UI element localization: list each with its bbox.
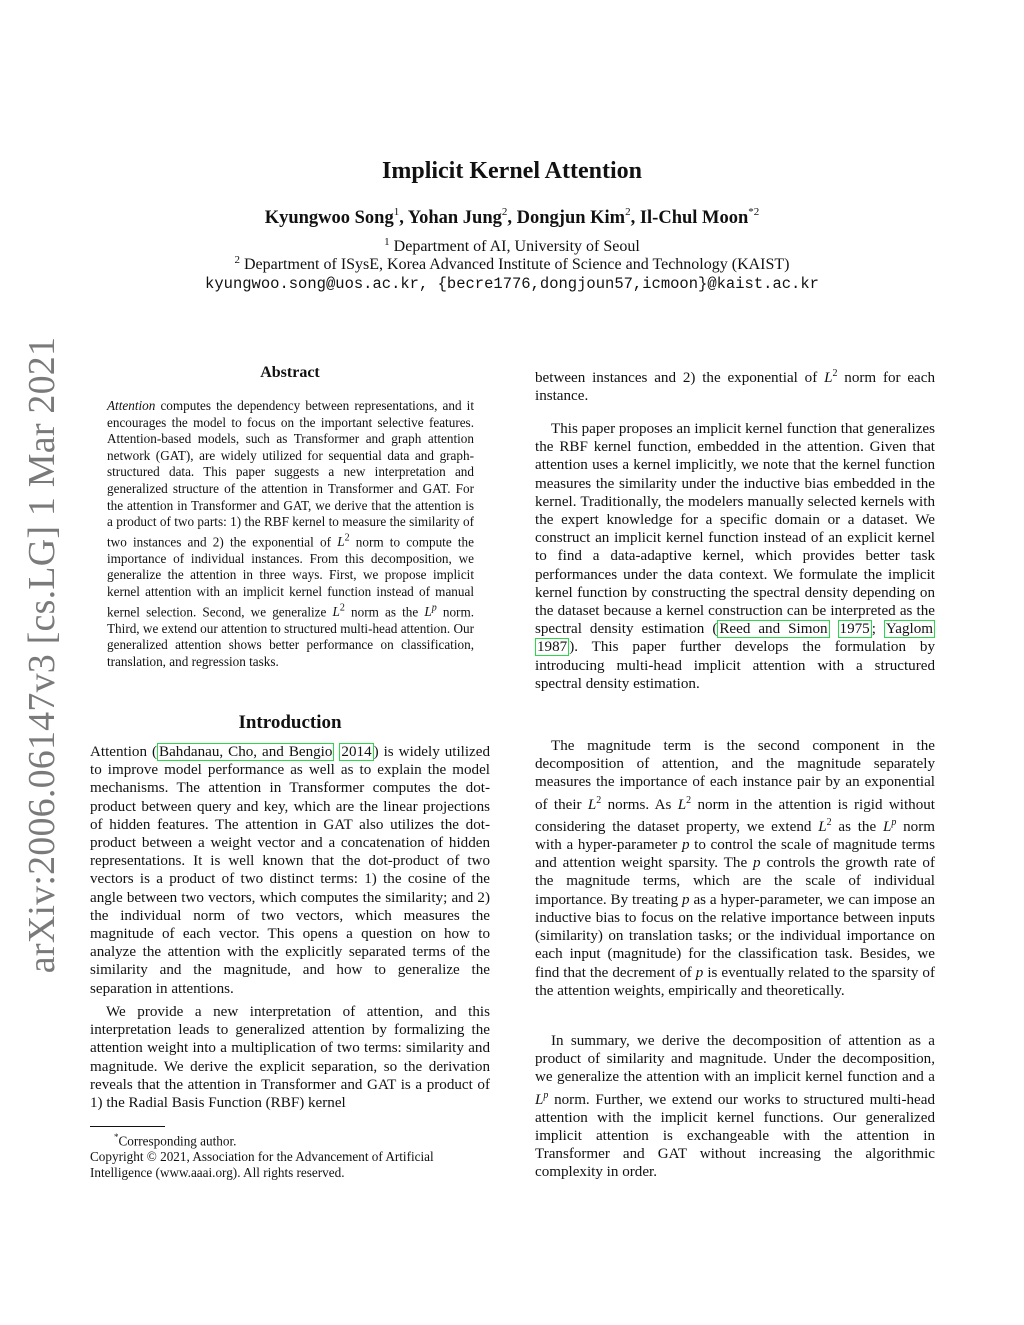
abstract-heading: Abstract	[260, 364, 320, 381]
body-paragraph: In summary, we derive the decomposition of attention as a product of similarity and magnitude. Under the decomposition, we generalize the attention with an implicit kernel function and a $L^p$ norm. Further, we extend our works to structured multi-head attention with the implicit kernel functions. Our generalized implicit attention is exchangeable with the attention in Transformer and GAT without increasing the algorithmic complexity in order.	[535, 1033, 935, 1181]
author-name: Yohan Jung	[407, 208, 502, 228]
author-affiliation-mark: 2	[501, 206, 508, 218]
author-affiliation-mark: 1	[393, 206, 400, 218]
body-paragraph: The magnitude term is the second component in the decomposition of attention, and the magnitude separately measures the importance of each instance pair by an exponential of their $L^2$ norms. As $L^2$ norm in the attention is rigid without considering the dataset property, we extend $L^2$ as the $L^p$ norm with a hyper-parameter p to control the scale of magnitude terms and attention weight sparsity. The p controls the growth rate of the magnitude terms, which are the scale of individual importance. By treating p as a hyper-parameter, we can impose an inductive bias to focus on the relative importance between inputs (similarity) on translation tasks; or the individual importance on each input (magnitude) for the classification task. Besides, we find that the decrement of p is eventually related to the sparsity of the attention weights, empirically and theoretically.	[535, 738, 936, 999]
math-p: p	[695, 964, 704, 981]
math-l2: $L^2$	[824, 368, 838, 387]
intro-paragraph: We provide a new interpretation of attention, and this interpretation leads to generalized attention by formalizing the attention weight into a multiplication of two terms: similarity and magnitude. We derive the explicit separation, so the derivation reveals that the attention in Transformer and GAT is a product of 1) the Radial Basis Function (RBF) kernel	[90, 1004, 490, 1112]
citation-year-link[interactable]: 2014	[341, 744, 372, 760]
citation-year-link[interactable]: 1975	[839, 621, 870, 638]
math-p: p	[682, 891, 690, 908]
citation-link[interactable]: Reed and Simon	[719, 621, 828, 638]
author-name: Dongjun Kim	[516, 208, 626, 228]
footnote-rule	[90, 1126, 165, 1127]
corresponding-author-note: *Corresponding author.	[114, 1132, 237, 1149]
author-affiliation-mark: *2	[748, 206, 760, 218]
math-lp: $L^p$	[535, 1089, 549, 1108]
math-l2: $L^2$	[332, 602, 345, 619]
citation-link[interactable]: Bahdanau, Cho, and Bengio	[159, 744, 333, 760]
math-l2: $L^2$	[818, 816, 832, 835]
math-lp: $L^p$	[424, 602, 437, 619]
citation-link[interactable]: Yaglom	[885, 621, 934, 638]
math-p: p	[681, 837, 690, 854]
math-l2: $L^2$	[677, 794, 692, 813]
author-name: Kyungwoo Song	[264, 208, 394, 228]
body-paragraph: This paper proposes an implicit kernel function that generalizes the RBF kernel function, embedded in the attention. Given that attention uses a kernel implicitly, we note that the kernel function measures the similarity under the inductive bias embedded in the kernel. Traditionally, the modelers manually selected kernels with the expert knowledge for a specific domain or a dataset. We construct an implicit kernel function instead of an explicit kernel to find a data-adaptive kernel, which provides better task performances under the data context. We formulate the implicit kernel function by constructing the spectral density depending on the dataset because a kernel construction can be interpreted as the spectral density estimation ( Reed and Simon 1975 ; Yaglom 1987 ). This paper further develops the formulation by introducing multi-head implicit attention with a structured spectral density estimation.	[535, 421, 935, 692]
section-heading-introduction: Introduction	[238, 712, 342, 733]
author-list: Kyungwoo Song$^1$, Yohan Jung$^2$, Dongjun Kim$^2$, Il-Chul Moon$^{*2}$	[264, 206, 760, 228]
intro-paragraph: Attention ( Bahdanau, Cho, and Bengio 2014 ) is widely utilized to improve model performance as well as to explain the model mechanisms. The attention in Transformer computes the dot-product between query and key, which are the linear projections of hidden features. The attention in GAT also utilizes the dot-product between a weight vector and a concatenation of hidden representations. It is well known that the dot-product of two vectors is a product of two distinct terms: 1) the cosine of the angle between two vectors, which computes the similarity; and 2) the individual norm of two vectors, which measures the magnitude of each vector. This opens a question on how to analyze the attention with the explicitly separated terms of the similarity and the magnitude, and how to generalize the separation in attentions.	[90, 744, 490, 997]
math-l2: $L^2$	[587, 794, 602, 813]
abstract-body: Attention computes the dependency between representations, and it encourages the model to focus on the important selective features. Attention-based models, such as Transformer and graph attention network (GAT), are widely utilized for sequential data and graph-structured data. This paper suggests a new interpretation and generalized structure of the attention in Transformer and GAT. For the attention in Transformer and GAT, we derive that the attention is a product of two parts: 1) the RBF kernel to measure the similarity of two instances and 2) the exponential of $L^2$ norm to compute the importance of individual instances. From this decomposition, we generalize the attention in three ways. First, we propose implicit kernel attention with an implicit kernel function instead of manual kernel selection. Second, we generalize $L^2$ norm as the $L^p$ norm. Third, we extend our attention to structured multi-head attention. Our generalized attention shows better performance on classification, translation, and regression tasks.	[107, 398, 475, 669]
citation-year-link[interactable]: 1987	[537, 639, 568, 656]
body-paragraph: between instances and 2) the exponential of $L^2$ norm for each instance.	[535, 368, 935, 405]
paper-title: Implicit Kernel Attention	[382, 158, 642, 184]
affiliation-2: $^2$ Department of ISysE, Korea Advanced Institute of Science and Technology (KAIST)	[234, 254, 790, 273]
math-l2: $L^2$	[337, 532, 350, 550]
author-emails: kyungwoo.song@uos.ac.kr, {becre1776,dongjoun57,icmoon}@kaist.ac.kr	[205, 275, 819, 293]
math-lp: $L^p$	[882, 816, 897, 835]
arxiv-stamp-text: arXiv:2006.06147v3 [cs.LG] 1 Mar 2021	[21, 336, 63, 974]
math-p: p	[753, 855, 761, 872]
author-name: Il-Chul Moon	[639, 208, 749, 228]
author-affiliation-mark: 2	[625, 206, 631, 218]
footnote	[90, 1129, 490, 1181]
affiliation-1: $^1$ Department of AI, University of Seoul	[384, 236, 640, 255]
copyright-notice: Copyright © 2021, Association for the Advancement of Artificial Intelligence (www.aaai.org). All rights reserved.	[90, 1149, 434, 1181]
